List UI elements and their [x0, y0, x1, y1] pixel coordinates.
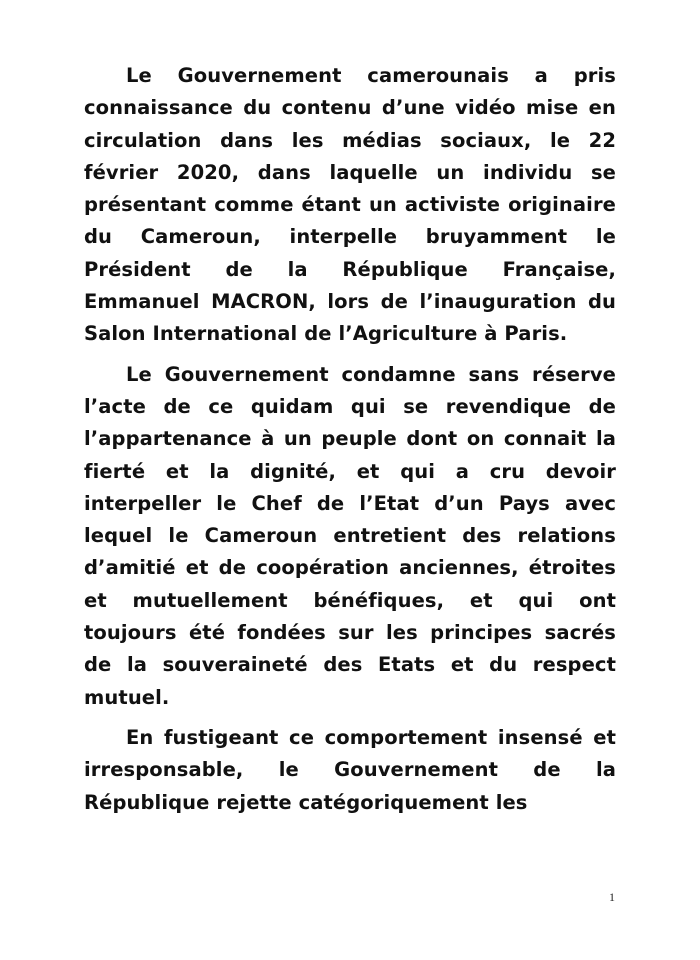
paragraph-2: Le Gouvernement condamne sans réserve l’acte de ce quidam qui se revendique de l’appartenance à un peuple dont on connait la fierté et la dignité, et qui a cru devoir interpeller le Chef de l’Etat d’un Pays avec lequel le Cameroun entretient des relations d’amitié et de coopération anciennes, étroites et mutuellement bénéfiques, et qui ont toujours été fondées sur les principes sacrés de la souveraineté des Etats et du respect mutuel. — [84, 362, 616, 709]
document-body — [84, 60, 616, 827]
paragraph-1: Le Gouvernement camerounais a pris connaissance du contenu d’une vidéo mise en circulation dans les médias sociaux, le 22 février 2020, dans laquelle un individu se présentant comme étant un activiste originaire du Cameroun, interpelle bruyamment le Président de la République Française, Emmanuel MACRON, lors de l’inauguration du Salon International de l’Agriculture à Paris. — [84, 64, 616, 346]
paragraph-3: En fustigeant ce comportement insensé et irresponsable, le Gouvernement de la République rejette catégoriquement les — [84, 725, 616, 814]
page-number: 1 — [609, 890, 615, 904]
